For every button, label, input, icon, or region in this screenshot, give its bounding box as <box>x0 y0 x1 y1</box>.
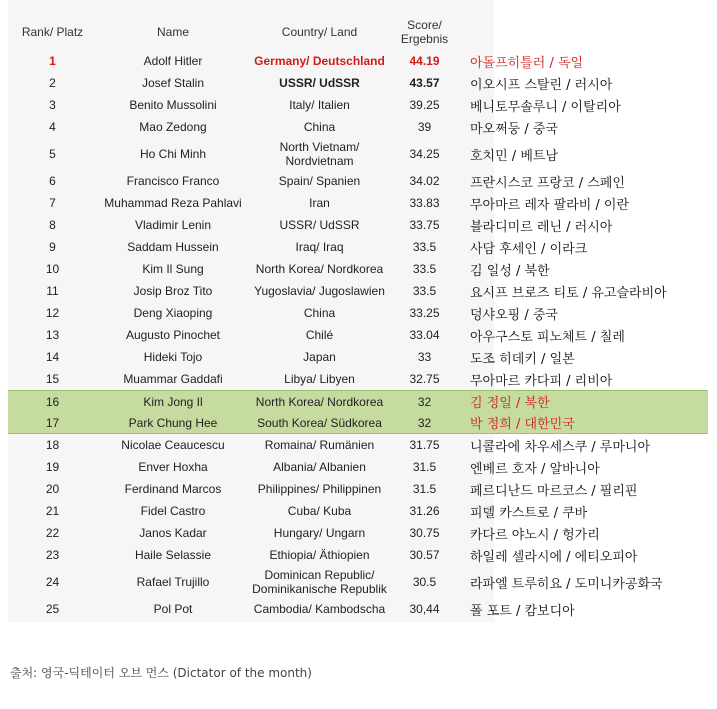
cell-score: 32 <box>417 394 432 409</box>
cell-score: 33.04 <box>409 328 440 342</box>
cell-rank: 23 <box>45 548 60 562</box>
table-row <box>8 236 708 258</box>
cell-name: Benito Mussolini <box>129 98 217 112</box>
cell-score: 33 <box>417 350 432 364</box>
cell-score: 31.75 <box>409 438 440 452</box>
cell-korean: 프란시스코 프랑코 / 스페인 <box>470 175 625 191</box>
cell-country: Japan <box>303 350 336 364</box>
cell-korean: 무아마르 레자 팔라비 / 이란 <box>470 197 630 213</box>
cell-rank: 17 <box>45 415 60 430</box>
cell-name: Nicolae Ceaucescu <box>121 438 225 452</box>
cell-korean: 베니토무솔루니 / 이탈리아 <box>470 99 621 115</box>
cell-rank: 12 <box>45 306 60 320</box>
cell-country-line1: North Vietnam/ <box>279 140 360 154</box>
cell-name: Vladimir Lenin <box>134 218 212 232</box>
cell-rank: 3 <box>49 98 56 112</box>
cell-score: 32.75 <box>409 372 440 386</box>
table-header-row <box>8 14 708 50</box>
cell-score: 30,44 <box>409 602 440 616</box>
cell-score: 33.5 <box>412 262 437 276</box>
cell-korean: 니콜라에 차우세스쿠 / 루마니아 <box>470 439 651 455</box>
table-row <box>8 170 708 192</box>
cell-name: Mao Zedong <box>139 120 207 134</box>
cell-rank: 2 <box>49 76 56 90</box>
cell-name: Muammar Gaddafi <box>123 372 223 386</box>
cell-rank: 14 <box>45 350 60 364</box>
cell-rank: 24 <box>45 575 60 589</box>
cell-score: 30.75 <box>409 526 440 540</box>
table-row <box>8 434 708 456</box>
table-row <box>8 258 708 280</box>
cell-korean: 하일레 셀라시에 / 에티오피아 <box>470 549 638 565</box>
cell-country: USSR/ UdSSR <box>279 76 360 90</box>
cell-rank: 9 <box>49 240 56 254</box>
cell-rank: 6 <box>49 174 56 188</box>
cell-score: 33.75 <box>409 218 440 232</box>
cell-rank: 1 <box>49 54 56 68</box>
cell-name: Muhammad Reza Pahlavi <box>104 196 242 210</box>
cell-korean: 블라디미르 레닌 / 러시아 <box>470 219 613 235</box>
cell-rank: 19 <box>45 460 60 474</box>
cell-country <box>249 568 390 596</box>
cell-score: 30.57 <box>409 548 440 562</box>
cell-korean: 도조 히데키 / 일본 <box>470 351 575 367</box>
cell-name: Janos Kadar <box>139 526 207 540</box>
cell-korean: 김 정일 / 북한 <box>470 396 550 411</box>
table-row <box>8 302 708 324</box>
cell-name: Josef Stalin <box>141 76 205 90</box>
cell-korean: 카다르 야노시 / 헝가리 <box>470 527 600 543</box>
cell-name: Pol Pot <box>153 602 193 616</box>
table-row <box>8 566 708 598</box>
header-country: Country/ Land <box>281 25 358 39</box>
cell-name: Adolf Hitler <box>143 54 203 68</box>
cell-rank: 13 <box>45 328 60 342</box>
cell-korean: 무아마르 카다피 / 리비아 <box>470 373 613 389</box>
header-name: Name <box>156 25 189 39</box>
cell-country: Romaina/ Rumänien <box>264 438 375 452</box>
cell-name: Kim Il Sung <box>142 262 204 276</box>
cell-score: 39.25 <box>409 98 440 112</box>
cell-rank: 22 <box>45 526 60 540</box>
cell-rank: 4 <box>49 120 56 134</box>
cell-name: Fidel Castro <box>140 504 206 518</box>
cell-country: Germany/ Deutschland <box>254 54 385 68</box>
cell-rank: 8 <box>49 218 56 232</box>
cell-rank: 11 <box>46 284 59 298</box>
cell-score: 31.5 <box>412 482 437 496</box>
cell-korean: 김 일성 / 북한 <box>470 263 550 279</box>
cell-name: Enver Hoxha <box>138 460 208 474</box>
cell-country: Ethiopia/ Äthiopien <box>269 548 370 562</box>
cell-score: 33.83 <box>409 196 440 210</box>
table-row <box>8 544 708 566</box>
cell-name: Saddam Hussein <box>127 240 219 254</box>
cell-country: Italy/ Italien <box>289 98 350 112</box>
cell-country-line2: Dominikanische Republik <box>252 582 387 596</box>
table-row <box>8 50 708 72</box>
cell-score: 33.25 <box>409 306 440 320</box>
cell-name: Haile Selassie <box>134 548 212 562</box>
cell-korean: 이오시프 스탈린 / 러시아 <box>470 77 613 93</box>
cell-name: Park Chung Hee <box>128 415 218 430</box>
cell-rank: 15 <box>45 372 60 386</box>
cell-country: Spain/ Spanien <box>278 174 361 188</box>
cell-country: Yugoslavia/ Jugoslawien <box>254 284 385 298</box>
cell-korean: 아우구스토 피노체트 / 칠레 <box>470 329 625 345</box>
header-score <box>390 18 459 46</box>
table-row <box>8 456 708 478</box>
cell-korean: 요시프 브로즈 티토 / 유고슬라비아 <box>470 285 667 301</box>
cell-country: North Korea/ Nordkorea <box>255 262 384 276</box>
table-row <box>8 192 708 214</box>
cell-korean: 아돌프히틀러 / 독일 <box>470 55 584 71</box>
cell-name: Ferdinand Marcos <box>124 482 222 496</box>
header-score-line1: Score/ <box>407 18 442 32</box>
table-row <box>8 94 708 116</box>
table-row <box>8 598 708 620</box>
cell-korean: 폴 포트 / 캄보디아 <box>470 603 575 619</box>
cell-rank: 5 <box>49 147 56 161</box>
cell-country: China <box>303 306 336 320</box>
cell-korean: 박 정희 / 대한민국 <box>470 417 575 432</box>
table-row <box>8 138 708 170</box>
dictator-ranking-table <box>8 14 708 620</box>
cell-rank: 16 <box>45 394 60 409</box>
cell-rank: 25 <box>45 602 60 616</box>
cell-rank: 18 <box>45 438 60 452</box>
cell-country: Iran <box>309 196 330 210</box>
cell-name: Kim Jong Il <box>143 394 203 409</box>
table-row <box>8 280 708 302</box>
cell-korean: 호치민 / 베트남 <box>470 148 558 164</box>
cell-score: 34.02 <box>409 174 440 188</box>
cell-name: Rafael Trujillo <box>136 575 210 589</box>
cell-country: Philippines/ Philippinen <box>257 482 382 496</box>
cell-score: 33.5 <box>412 284 437 298</box>
cell-country: China <box>303 120 336 134</box>
table-row <box>8 116 708 138</box>
cell-korean: 마오쩌둥 / 중국 <box>470 121 558 137</box>
cell-name: Deng Xiaoping <box>133 306 213 320</box>
cell-score: 33.5 <box>412 240 437 254</box>
cell-country: North Korea/ Nordkorea <box>255 394 384 409</box>
cell-country-line1: Dominican Republic/ <box>264 568 375 582</box>
cell-score: 31.5 <box>412 460 437 474</box>
table-row <box>8 324 708 346</box>
cell-country: Cuba/ Kuba <box>287 504 352 518</box>
cell-rank: 20 <box>45 482 60 496</box>
table-row-highlighted <box>8 390 708 412</box>
cell-country: USSR/ UdSSR <box>279 218 360 232</box>
cell-score: 32 <box>417 415 432 430</box>
table-row <box>8 500 708 522</box>
cell-score: 43.57 <box>409 76 440 90</box>
table-row <box>8 368 708 390</box>
cell-korean: 라파엘 트루히요 / 도미니카공화국 <box>470 576 663 592</box>
source-caption: 출처: 영국-딕테이터 오브 먼스 (Dictator of the month) <box>10 666 312 680</box>
cell-score: 31.26 <box>409 504 440 518</box>
table-row <box>8 478 708 500</box>
cell-name: Hideki Tojo <box>143 350 203 364</box>
cell-score: 39 <box>417 120 432 134</box>
cell-country: Albania/ Albanien <box>273 460 366 474</box>
cell-name: Ho Chi Minh <box>139 147 207 161</box>
cell-rank: 21 <box>45 504 60 518</box>
cell-korean: 페르디난드 마르코스 / 필리핀 <box>470 483 638 499</box>
cell-country: Cambodia/ Kambodscha <box>253 602 386 616</box>
cell-country: Hungary/ Ungarn <box>273 526 366 540</box>
cell-rank: 7 <box>49 196 56 210</box>
cell-korean: 피델 카스트로 / 쿠바 <box>470 505 588 521</box>
cell-korean: 엔베르 호자 / 알바니아 <box>470 461 600 477</box>
cell-score: 34.25 <box>409 147 440 161</box>
table-row <box>8 346 708 368</box>
cell-name: Augusto Pinochet <box>125 328 221 342</box>
header-rank: Rank/ Platz <box>21 25 84 39</box>
cell-country: Chilé <box>305 328 334 342</box>
header-score-line2: Ergebnis <box>400 32 449 46</box>
cell-country: Iraq/ Iraq <box>295 240 344 254</box>
cell-country: Libya/ Libyen <box>284 372 355 386</box>
cell-name: Josip Broz Tito <box>133 284 213 298</box>
table-row <box>8 522 708 544</box>
cell-country-line2: Nordvietnam <box>285 154 354 168</box>
cell-country <box>249 140 390 168</box>
table-row <box>8 72 708 94</box>
cell-name: Francisco Franco <box>126 174 220 188</box>
cell-country: South Korea/ Südkorea <box>257 415 382 430</box>
table-row <box>8 214 708 236</box>
cell-score: 44.19 <box>409 54 440 68</box>
table-row-highlighted <box>8 412 708 434</box>
cell-score: 30.5 <box>412 575 437 589</box>
cell-korean: 덩샤오핑 / 중국 <box>470 307 558 323</box>
cell-rank: 10 <box>45 262 60 276</box>
cell-korean: 사담 후세인 / 이라크 <box>470 241 588 257</box>
